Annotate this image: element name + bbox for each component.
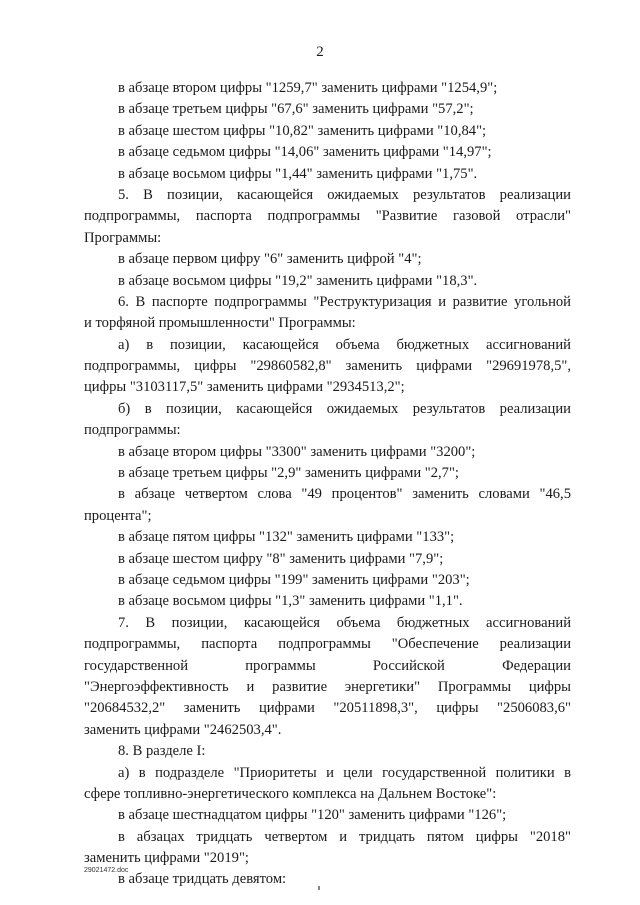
text-line: и торфяной промышленности" Программы:	[84, 315, 356, 332]
text-line: государственной программы Российской Федерации	[84, 657, 571, 674]
file-name-footer: 29021472.doc	[84, 867, 129, 874]
text-line: в абзаце третьем цифры "67,6" заменить цифрами "57,2";	[118, 101, 474, 118]
text-line: а) в подразделе "Приоритеты и цели государственной политики в	[118, 764, 571, 781]
scan-speck	[318, 886, 320, 890]
text-line: Программы:	[84, 229, 162, 246]
text-line: заменить цифрами "2019";	[84, 850, 249, 867]
text-line: в абзаце четвертом слова "49 процентов" заменить словами "46,5	[118, 486, 571, 503]
text-line: 6. В паспорте подпрограммы "Реструктуризация и развитие угольной	[118, 293, 571, 310]
text-line: в абзацах тридцать четвертом и тридцать пятом цифры "2018"	[118, 828, 571, 845]
text-line: "Энергоэффективность и развитие энергетики" Программы цифры	[84, 678, 571, 695]
text-line: в абзаце пятом цифры "132" заменить цифрами "133";	[118, 529, 455, 546]
text-line: сфере топливно-энергетического комплекса на Дальнем Востоке":	[84, 785, 497, 802]
document-body	[84, 78, 571, 891]
text-line: в абзаце шестом цифры "10,82" заменить цифрами "10,84";	[118, 122, 487, 139]
text-line: в абзаце втором цифры "1259,7" заменить цифрами "1254,9";	[118, 80, 498, 96]
text-line: 5. В позиции, касающейся ожидаемых результатов реализации	[118, 186, 571, 203]
text-line: в абзаце восьмом цифры "19,2" заменить цифрами "18,3".	[118, 272, 478, 289]
text-line: подпрограммы, паспорта подпрограммы "Развитие газовой отрасли"	[84, 208, 571, 225]
text-line: б) в позиции, касающейся ожидаемых результатов реализации	[118, 400, 571, 417]
text-line: 8. В разделе I:	[118, 743, 206, 760]
text-line: в абзаце шестом цифру "8" заменить цифрами "7,9";	[118, 550, 444, 567]
text-line: заменить цифрами "2462503,4".	[84, 721, 282, 738]
text-line: в абзаце седьмом цифры "14,06" заменить цифрами "14,97";	[118, 144, 492, 161]
page-number: 2	[316, 44, 324, 60]
text-line: процента";	[84, 507, 152, 524]
text-line: а) в позиции, касающейся объема бюджетных ассигнований	[118, 336, 571, 353]
text-line: подпрограммы, паспорта подпрограммы "Обеспечение реализации	[84, 636, 571, 653]
text-line: в абзаце шестнадцатом цифры "120" заменить цифрами "126";	[118, 807, 507, 824]
text-line: подпрограммы, цифры "29860582,8" заменить цифрами "29691978,5",	[84, 358, 571, 375]
text-line: 7. В позиции, касающейся объема бюджетных ассигнований	[118, 614, 571, 631]
text-line: в абзаце седьмом цифры "199" заменить цифрами "203";	[118, 571, 470, 588]
text-line: подпрограммы:	[84, 422, 181, 439]
text-line: в абзаце восьмом цифры "1,3" заменить цифрами "1,1".	[118, 593, 463, 610]
text-line: в абзаце тридцать девятом:	[118, 871, 287, 888]
text-line: в абзаце первом цифру "6" заменить цифрой "4";	[118, 251, 422, 268]
text-line: в абзаце восьмом цифры "1,44" заменить цифрами "1,75".	[118, 165, 478, 182]
text-line: "20684532,2" заменить цифрами "20511898,3", цифры "2506083,6"	[84, 700, 571, 717]
text-line: цифры "3103117,5" заменить цифрами "2934513,2";	[84, 379, 405, 396]
text-line: в абзаце третьем цифры "2,9" заменить цифрами "2,7";	[118, 465, 459, 482]
text-line: в абзаце втором цифры "3300" заменить цифрами "3200";	[118, 443, 476, 460]
